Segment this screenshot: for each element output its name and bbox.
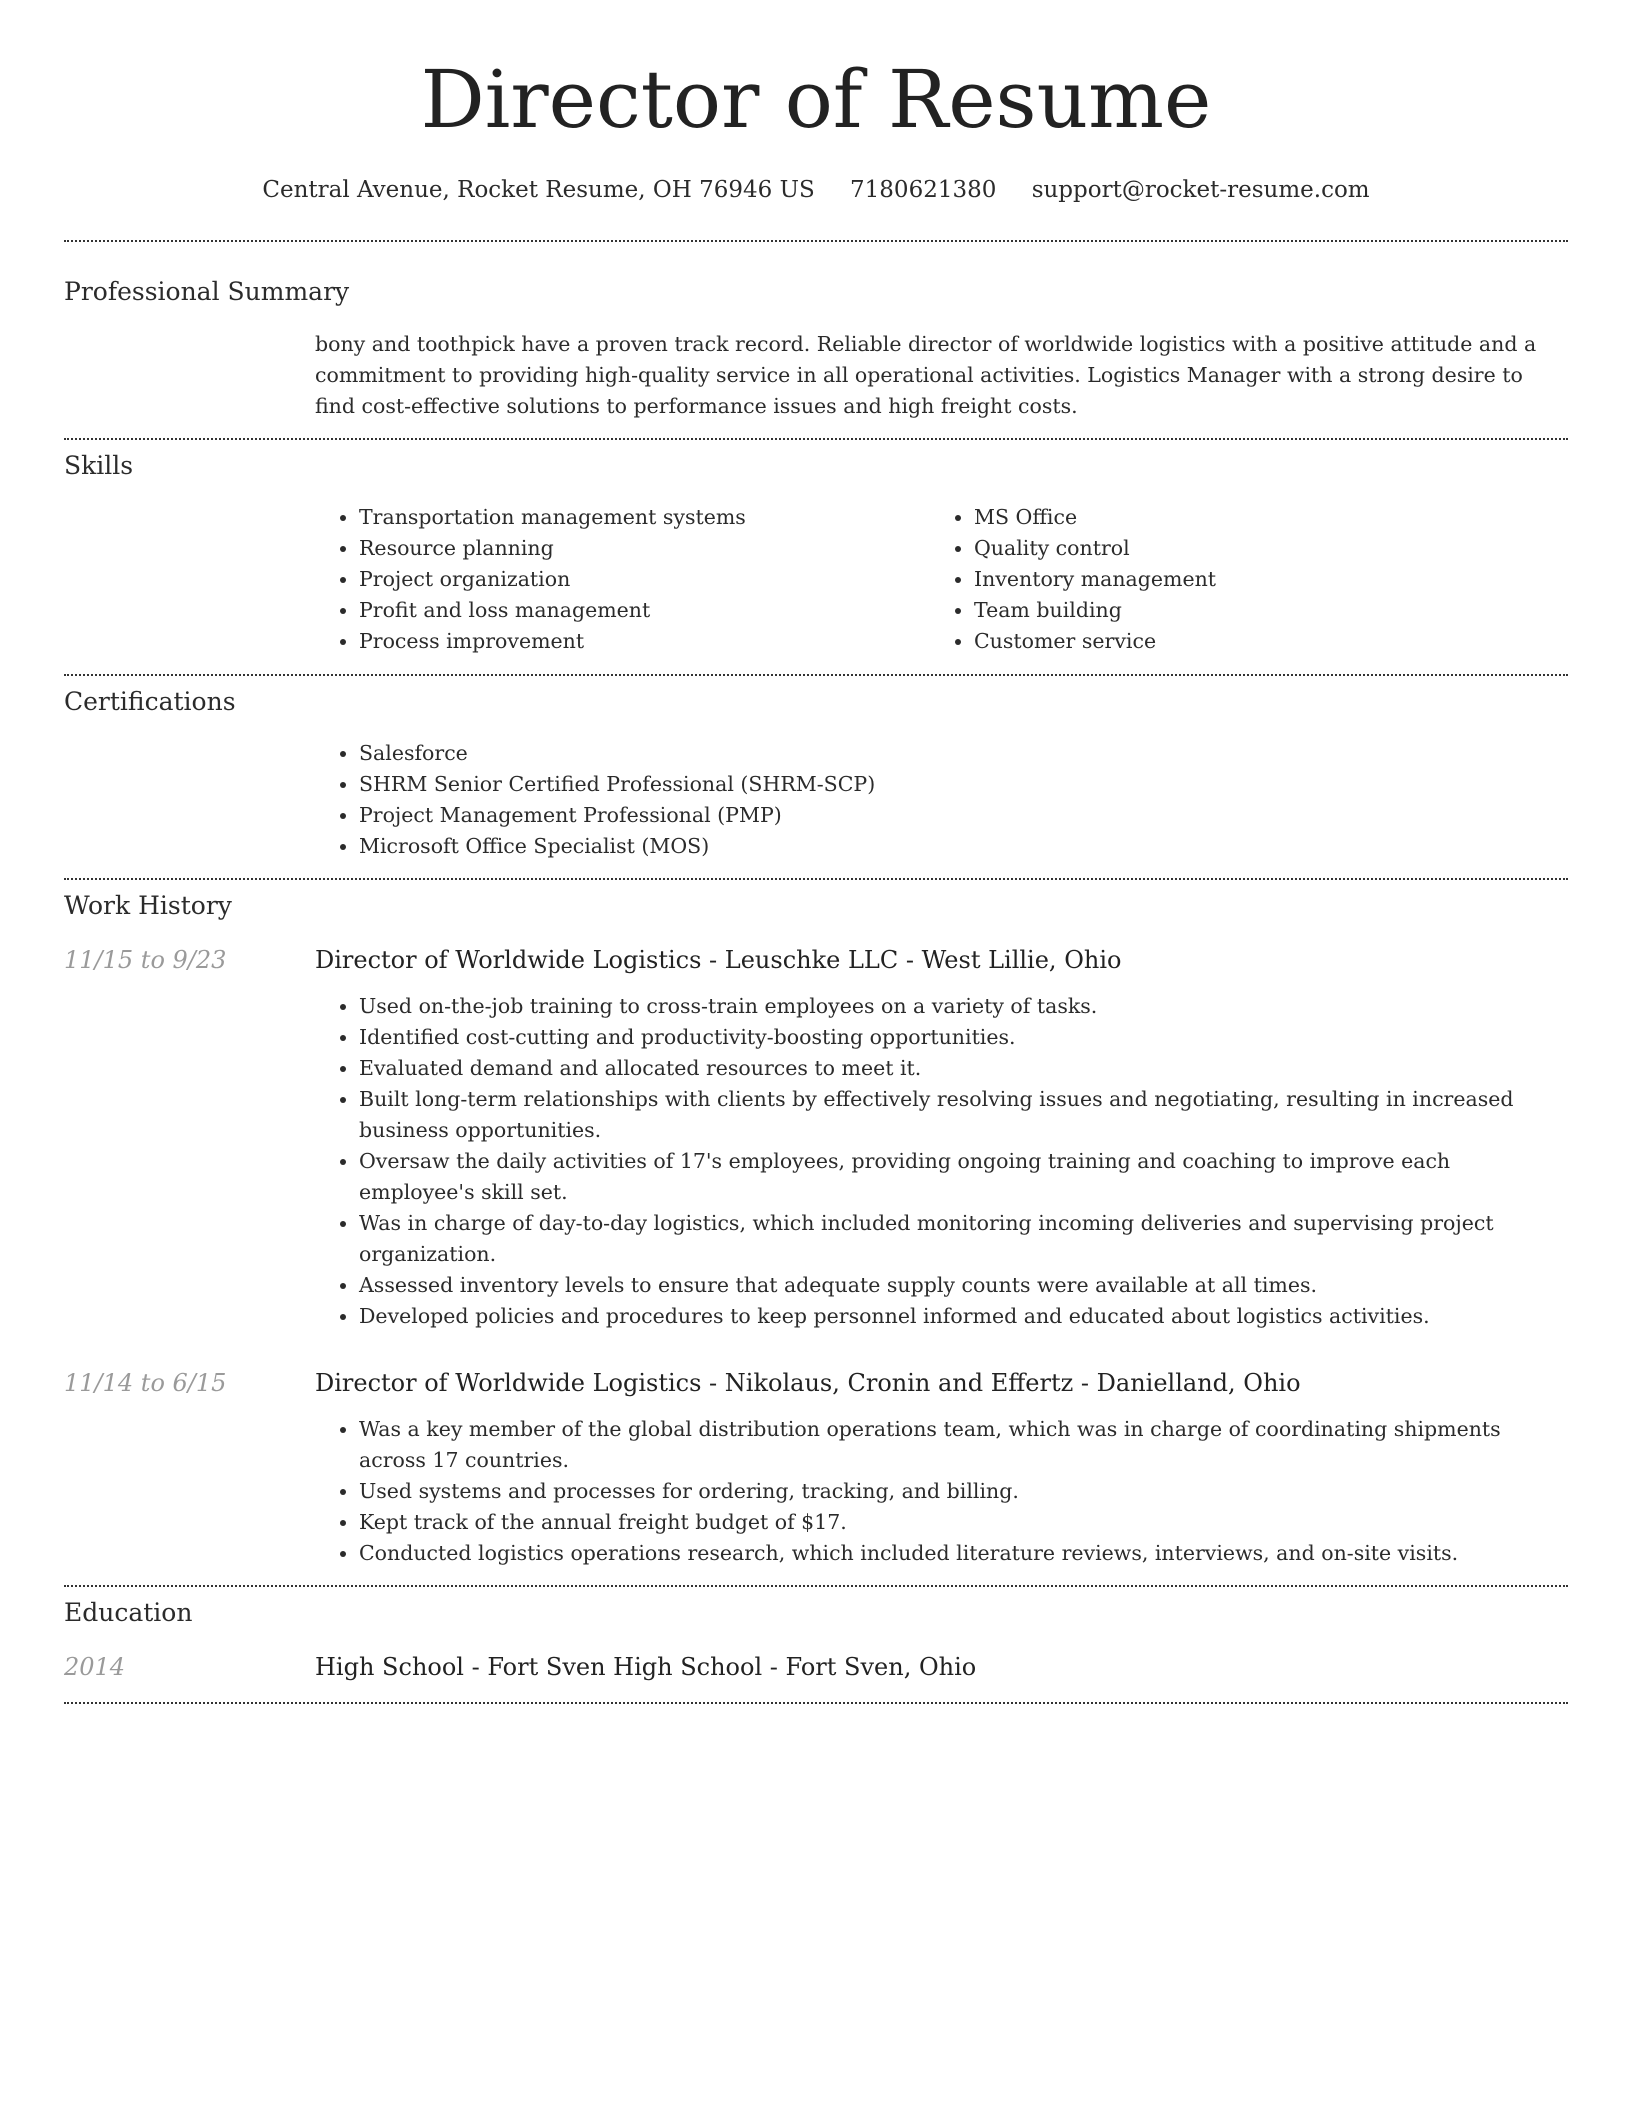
job-bullet: • Was a key member of the global distribution operations team, which was in charge of coordinating shipments across 17 countries.: [359, 1414, 1568, 1476]
job-bullet: • Conducted logistics operations research, which included literature reviews, interviews, and on-site visits.: [359, 1538, 1568, 1569]
certification-item: • SHRM Senior Certified Professional (SHRM-SCP): [359, 769, 1568, 800]
job-bullet: • Built long-term relationships with clients by effectively resolving issues and negotiating, resulting in increased business opportunities.: [359, 1084, 1568, 1146]
job-bullet-list: [315, 991, 1568, 1332]
job-heading: Director of Worldwide Logistics - Nikolaus, Cronin and Effertz - Danielland, Ohio: [315, 1369, 1301, 1397]
job-bullet: • Evaluated demand and allocated resources to meet it.: [359, 1053, 1568, 1084]
education-section: [64, 1587, 1568, 1683]
job-dates: 11/15 to 9/23: [64, 946, 227, 974]
work-history-section: [64, 880, 1568, 1569]
certification-item: • Microsoft Office Specialist (MOS): [359, 831, 1568, 862]
job-entry: [64, 944, 1568, 1332]
skill-item: • Resource planning: [359, 533, 930, 564]
certification-item: • Salesforce: [359, 738, 1568, 769]
contact-email: support@rocket-resume.com: [1031, 177, 1370, 203]
section-title-summary: Professional Summary: [64, 277, 350, 306]
skill-item: • Quality control: [974, 533, 1568, 564]
section-title-education: Education: [64, 1598, 193, 1627]
section-title-certifications: Certifications: [64, 687, 236, 716]
skill-item: • Transportation management systems: [359, 502, 930, 533]
skills-list-left: [315, 502, 930, 657]
resume-page: [64, 0, 1568, 1704]
contact-address: Central Avenue, Rocket Resume, OH 76946 US: [262, 177, 815, 203]
certification-item: • Project Management Professional (PMP): [359, 800, 1568, 831]
section-title-skills: Skills: [64, 451, 134, 480]
skills-list-right: [930, 502, 1568, 657]
certifications-content: [315, 738, 1568, 862]
job-heading: Director of Worldwide Logistics - Leuschke LLC - West Lillie, Ohio: [315, 946, 1122, 974]
job-bullet: • Assessed inventory levels to ensure that adequate supply counts were available at all times.: [359, 1270, 1568, 1301]
education-heading: High School - Fort Sven High School - Fort Sven, Ohio: [315, 1653, 977, 1681]
candidate-name: Director of Resume: [420, 53, 1212, 146]
section-title-work-history: Work History: [64, 891, 232, 920]
skill-item: • Project organization: [359, 564, 930, 595]
education-year: 2014: [64, 1653, 126, 1681]
job-bullet: • Used systems and processes for ordering, tracking, and billing.: [359, 1476, 1568, 1507]
certifications-section: [64, 676, 1568, 862]
job-bullet: • Kept track of the annual freight budget of $17.: [359, 1507, 1568, 1538]
summary-spacer: [64, 329, 315, 422]
certifications-spacer: [64, 738, 315, 862]
skill-item: • MS Office: [974, 502, 1568, 533]
certifications-list: [315, 738, 1568, 862]
job-dates: 11/14 to 6/15: [64, 1369, 227, 1397]
summary-section: [64, 242, 1568, 422]
skills-spacer: [64, 502, 315, 657]
job-spacer: [64, 1414, 315, 1569]
skill-item: • Process improvement: [359, 626, 930, 657]
job-spacer: [64, 991, 315, 1332]
skill-item: • Inventory management: [974, 564, 1568, 595]
skills-section: [64, 440, 1568, 657]
divider: [64, 1702, 1568, 1704]
job-bullets: [315, 991, 1568, 1332]
job-bullet: • Used on-the-job training to cross-train employees on a variety of tasks.: [359, 991, 1568, 1022]
job-bullet: • Was in charge of day-to-day logistics, which included monitoring incoming deliveries and supervising project organization.: [359, 1208, 1568, 1270]
contact-line: [64, 174, 1568, 206]
skill-item: • Profit and loss management: [359, 595, 930, 626]
job-bullet: • Oversaw the daily activities of 17's employees, providing ongoing training and coaching to improve each employee's skill set.: [359, 1146, 1568, 1208]
job-bullet: • Developed policies and procedures to keep personnel informed and educated about logistics activities.: [359, 1301, 1568, 1332]
job-bullets: [315, 1414, 1568, 1569]
job-entry: [64, 1367, 1568, 1569]
skill-item: • Customer service: [974, 626, 1568, 657]
summary-text: bony and toothpick have a proven track record. Reliable director of worldwide logistics with a positive attitude and a commitment to providing high-quality service in all operational activities. Logistics Manager with a strong desire to find cost-effective solutions to performance issues and high freight costs.: [315, 332, 1537, 418]
job-bullet-list: [315, 1414, 1568, 1569]
skills-grid: [315, 502, 1568, 657]
job-bullet: • Identified cost-cutting and productivity-boosting opportunities.: [359, 1022, 1568, 1053]
contact-phone: 7180621380: [850, 177, 997, 203]
skill-item: • Team building: [974, 595, 1568, 626]
